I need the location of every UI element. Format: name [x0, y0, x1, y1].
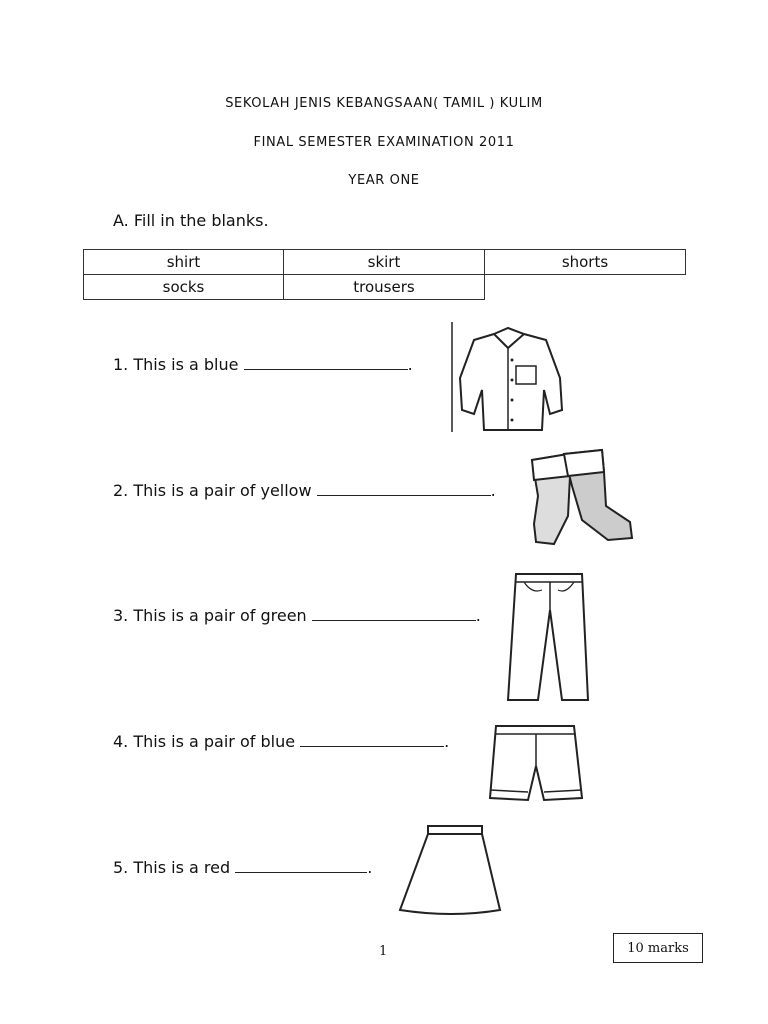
school-name: SEKOLAH JENIS KEBANGSAAN( TAMIL ) KULIM	[225, 96, 543, 111]
answer-blank[interactable]	[235, 856, 367, 873]
word-box-cell: shirt	[84, 250, 284, 275]
exam-title: FINAL SEMESTER EXAMINATION 2011	[253, 135, 515, 150]
page-number: 1	[379, 944, 388, 959]
question-5	[113, 856, 372, 877]
question-text: 3. This is a pair of green	[113, 606, 312, 625]
answer-blank[interactable]	[317, 479, 491, 496]
question-4	[113, 730, 449, 751]
section-title: A. Fill in the blanks.	[113, 211, 269, 230]
question-text: 1. This is a blue	[113, 355, 244, 374]
word-box-cell: skirt	[284, 250, 485, 275]
word-box-empty-cell	[485, 275, 686, 300]
marks-text: 10 marks	[627, 940, 689, 956]
question-3	[113, 604, 481, 625]
word-box-cell: trousers	[284, 275, 485, 300]
word-box	[83, 249, 686, 300]
marks-box	[613, 933, 703, 963]
answer-blank[interactable]	[300, 730, 444, 747]
trousers-picture	[496, 570, 602, 704]
shirt-picture	[450, 320, 570, 436]
year-level: YEAR ONE	[348, 173, 420, 188]
question-1	[113, 353, 413, 374]
word-box-cell: socks	[84, 275, 284, 300]
question-2	[113, 479, 496, 500]
question-end: .	[490, 481, 496, 500]
question-text: 4. This is a pair of blue	[113, 732, 301, 751]
question-end: .	[475, 606, 481, 625]
question-end: .	[367, 858, 373, 877]
question-text: 5. This is a red	[113, 858, 236, 877]
question-end: .	[444, 732, 450, 751]
skirt-picture	[394, 822, 504, 918]
answer-blank[interactable]	[244, 353, 408, 370]
shorts-picture	[486, 720, 586, 808]
question-text: 2. This is a pair of yellow	[113, 481, 317, 500]
answer-blank[interactable]	[312, 604, 476, 621]
word-box-cell: shorts	[485, 250, 686, 275]
socks-picture	[524, 446, 636, 550]
question-end: .	[407, 355, 413, 374]
